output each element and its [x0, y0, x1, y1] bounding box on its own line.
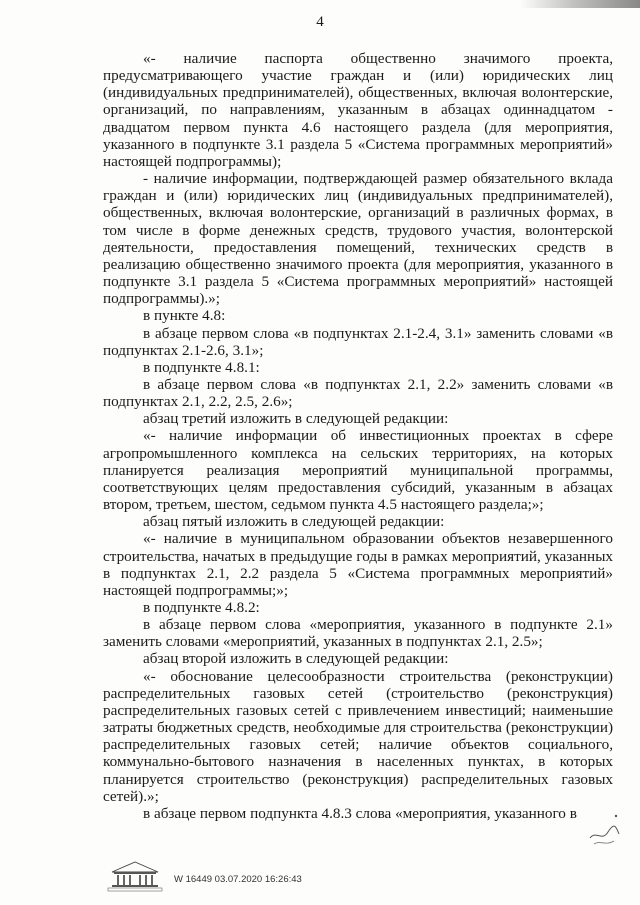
paragraph: в абзаце первом подпункта 4.8.3 слова «мероприятия, указанного в	[143, 804, 577, 822]
paragraph: в абзаце первом слова «в подпунктах 2.1, 2.2» заменить словами «в подпунктах 2.1, 2.2, 2.5, 2.6»;	[103, 375, 613, 411]
paragraph: абзац второй изложить в следующей редакции:	[143, 650, 449, 668]
paragraph: - наличие информации, подтверждающей размер обязательного вклада граждан и (или) юридических лиц (индивидуальных предпринимателей), общественных, включая волонтерские, организаций в различных формах, в том числе в форме денежных средств, трудового участия, волонтерской деятельности, предоставления помещений, технических средств в реализацию общественно значимого проекта (для мероприятия, указанного в подпункте 3.1 раздела 5 «Система программных мероприятий» настоящей подпрограммы).»;	[103, 170, 613, 308]
paragraph: абзац третий изложить в следующей редакции:	[143, 410, 449, 428]
paragraph: в абзаце первом слова «мероприятия, указанного в подпункте 2.1» заменить словами «мероприятий, указанных в подпунктах 2.1, 2.5»;	[103, 616, 613, 651]
paragraph: в подпункте 4.8.2:	[143, 599, 260, 616]
registration-stamp: W 16449 03.07.2020 16:26:43	[174, 874, 302, 885]
paragraph: «- наличие информации об инвестиционных проектах в сфере агропромышленного комплекса на сельских территориях, на которых планируется реализация мероприятий муниципальной программы, соответствующих целям предоставления субсидий, указанным в абзацах втором, третьем, шестом, седьмом пункта 4.5 настоящего раздела;»;	[103, 427, 613, 514]
paragraph: в пункте 4.8:	[143, 307, 226, 325]
paragraph: в подпункте 4.8.1:	[143, 358, 260, 376]
paragraph: в абзаце первом слова «в подпунктах 2.1-2.4, 3.1» заменить словами «в подпунктах 2.1-2.6, 3.1»;	[103, 324, 613, 359]
government-building-icon	[104, 858, 166, 892]
paragraph: «- наличие паспорта общественно значимого проекта, предусматривающего участие граждан и (или) юридических лиц (индивидуальных предпринимателей), общественных, включая волонтерские, организаций, по направлениям, указанным в абзацах одиннадцатом - двадцатом первом пункта 4.6 настоящего раздела (для мероприятия, указанного в подпункте 3.1 раздела 5 «Система программных мероприятий» настоящей подпрограммы);	[103, 50, 613, 170]
paragraph: абзац пятый изложить в следующей редакции:	[143, 513, 445, 531]
document-body	[103, 50, 613, 822]
paragraph: «- наличие в муниципальном образовании объектов незавершенного строительства, начатых в предыдущие годы в рамках мероприятий, указанных в подпунктах 2.1, 2.2 раздела 5 «Система программных мероприятий» настоящей подпрограммы;»;	[103, 530, 613, 599]
handwritten-mark-icon	[586, 808, 622, 848]
page-number: 4	[316, 14, 324, 30]
document-footer	[104, 858, 364, 898]
paragraph: «- обоснование целесообразности строительства (реконструкции) распределительных газовых сетей (строительство (реконструкция) распределительных газовых сетей с привлечением инвестиций; наименьшие затраты бюджетных средств, необходимые для строительства (реконструкции) распределительных газовых сетей; наличие объектов социального, коммунально-бытового назначения в населенных пунктах, в которых планируется строительство (реконструкция) распределительных газовых сетей).»;	[103, 667, 613, 805]
scan-edge-mark	[520, 0, 640, 8]
